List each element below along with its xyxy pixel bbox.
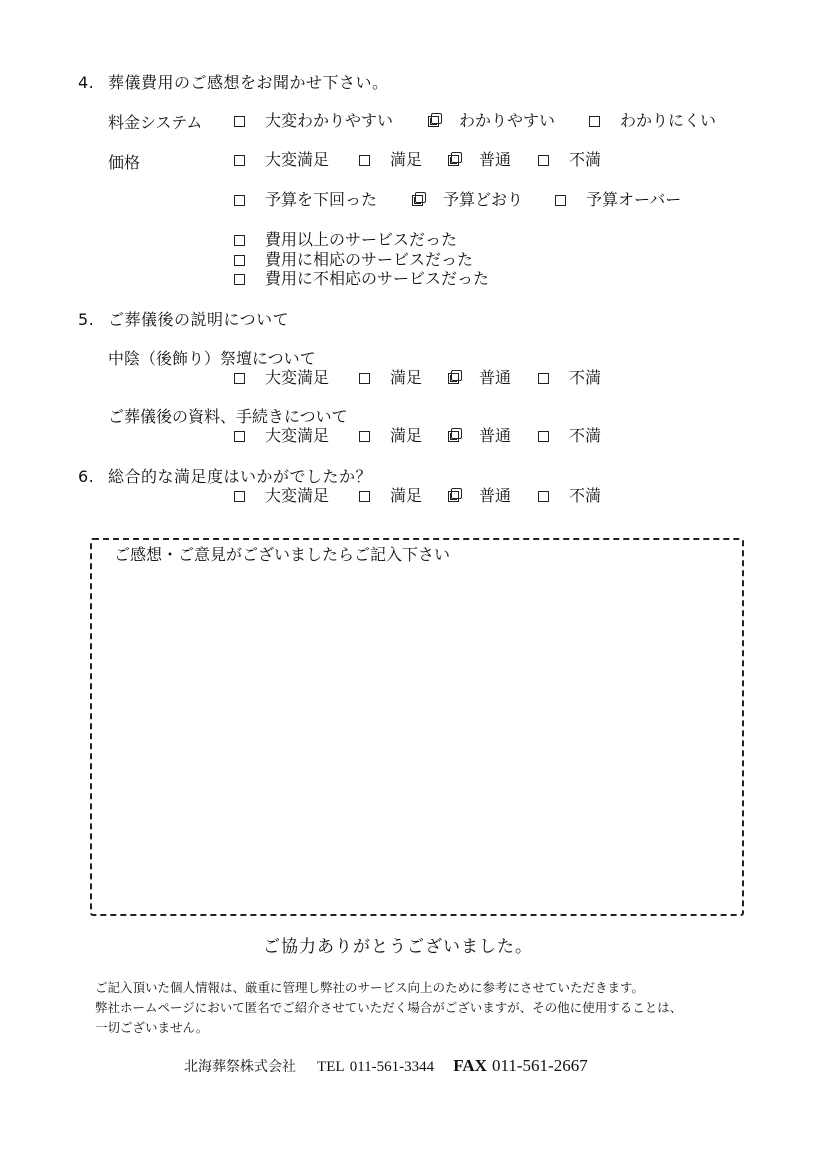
pricing-system-label: 料金システム	[108, 113, 203, 132]
price-opt-1[interactable]: 大変満足	[234, 147, 329, 170]
price-opt-2[interactable]: 満足	[359, 147, 422, 170]
budget-opt-2[interactable]: 予算どおり	[412, 187, 523, 210]
fax-number: 011-561-2667	[492, 1056, 588, 1075]
comment-label: ご感想・ご意見がございましたらご記入下さい	[114, 545, 451, 564]
fax-label: FAX	[453, 1056, 487, 1075]
checkbox[interactable]	[359, 431, 370, 442]
pricing-system-opt-2[interactable]: わかりやすい	[428, 108, 555, 131]
altar-label: 中陰（後飾り）祭壇について	[108, 349, 316, 368]
value-opt-3[interactable]: 費用に不相応のサービスだった	[234, 266, 489, 289]
q4-title: 葬儀費用のご感想をお聞かせ下さい。	[108, 73, 389, 92]
comment-box[interactable]	[90, 538, 744, 916]
pricing-system-opt-1[interactable]: 大変わかりやすい	[234, 108, 393, 131]
documents-label: ご葬儀後の資料、手続きについて	[108, 407, 348, 426]
pricing-system-opt-3[interactable]: わかりにくい	[589, 108, 716, 131]
budget-opt-1[interactable]: 予算を下回った	[234, 187, 377, 210]
checkbox[interactable]	[234, 274, 245, 285]
privacy-notice-line-3: 一切ございません。	[95, 1020, 209, 1035]
checkbox-checked[interactable]	[448, 491, 459, 502]
checkbox[interactable]	[538, 373, 549, 384]
checkbox[interactable]	[234, 195, 245, 206]
q6-number: 6.	[78, 467, 95, 486]
q5-title: ご葬儀後の説明について	[108, 310, 290, 329]
checkbox[interactable]	[234, 155, 245, 166]
price-opt-3[interactable]: 普通	[448, 147, 511, 170]
overall-opt-3[interactable]: 普通	[448, 483, 511, 506]
price-opt-4[interactable]: 不満	[538, 147, 601, 170]
overall-opt-1[interactable]: 大変満足	[234, 483, 329, 506]
altar-opt-2[interactable]: 満足	[359, 365, 422, 388]
checkbox-checked[interactable]	[412, 195, 423, 206]
checkbox[interactable]	[234, 491, 245, 502]
tel-label: TEL	[317, 1059, 345, 1075]
value-opt-2[interactable]: 費用に相応のサービスだった	[234, 247, 473, 270]
checkbox-checked[interactable]	[448, 373, 459, 384]
checkbox-checked[interactable]	[428, 116, 439, 127]
checkbox[interactable]	[234, 431, 245, 442]
documents-opt-2[interactable]: 満足	[359, 423, 422, 446]
q6-title: 総合的な満足度はいかがでしたか？	[108, 467, 373, 486]
budget-opt-3[interactable]: 予算オーバー	[555, 187, 681, 210]
thanks-message: ご協力ありがとうございました。	[263, 937, 533, 957]
checkbox[interactable]	[589, 116, 600, 127]
checkbox[interactable]	[359, 155, 370, 166]
checkbox[interactable]	[359, 491, 370, 502]
checkbox[interactable]	[538, 491, 549, 502]
privacy-notice-line-2: 弊社ホームページにおいて匿名でご紹介させていただく場合がございますが、その他に使用することは、	[95, 1000, 683, 1015]
overall-opt-4[interactable]: 不満	[538, 483, 601, 506]
q4-number: 4.	[78, 73, 95, 92]
checkbox[interactable]	[234, 373, 245, 384]
documents-opt-4[interactable]: 不満	[538, 423, 601, 446]
footer	[184, 1056, 588, 1076]
q4-heading	[78, 70, 389, 93]
documents-opt-3[interactable]: 普通	[448, 423, 511, 446]
value-opt-1[interactable]: 費用以上のサービスだった	[234, 227, 457, 250]
q5-number: 5.	[78, 310, 95, 329]
q5-heading	[78, 307, 289, 330]
altar-opt-1[interactable]: 大変満足	[234, 365, 329, 388]
checkbox[interactable]	[234, 255, 245, 266]
checkbox-checked[interactable]	[448, 431, 459, 442]
checkbox[interactable]	[538, 431, 549, 442]
tel-number: 011-561-3344	[349, 1059, 435, 1075]
company-name: 北海葬祭株式会社	[184, 1059, 296, 1075]
privacy-notice-line-1: ご記入頂いた個人情報は、厳重に管理し弊社のサービス向上のために参考にさせていただきます。	[95, 980, 645, 995]
checkbox[interactable]	[234, 235, 245, 246]
altar-opt-4[interactable]: 不満	[538, 365, 601, 388]
price-label: 価格	[108, 153, 141, 172]
checkbox[interactable]	[359, 373, 370, 384]
checkbox[interactable]	[538, 155, 549, 166]
checkbox[interactable]	[555, 195, 566, 206]
checkbox[interactable]	[234, 116, 245, 127]
altar-opt-3[interactable]: 普通	[448, 365, 511, 388]
documents-opt-1[interactable]: 大変満足	[234, 423, 329, 446]
overall-opt-2[interactable]: 満足	[359, 483, 422, 506]
checkbox-checked[interactable]	[448, 155, 459, 166]
